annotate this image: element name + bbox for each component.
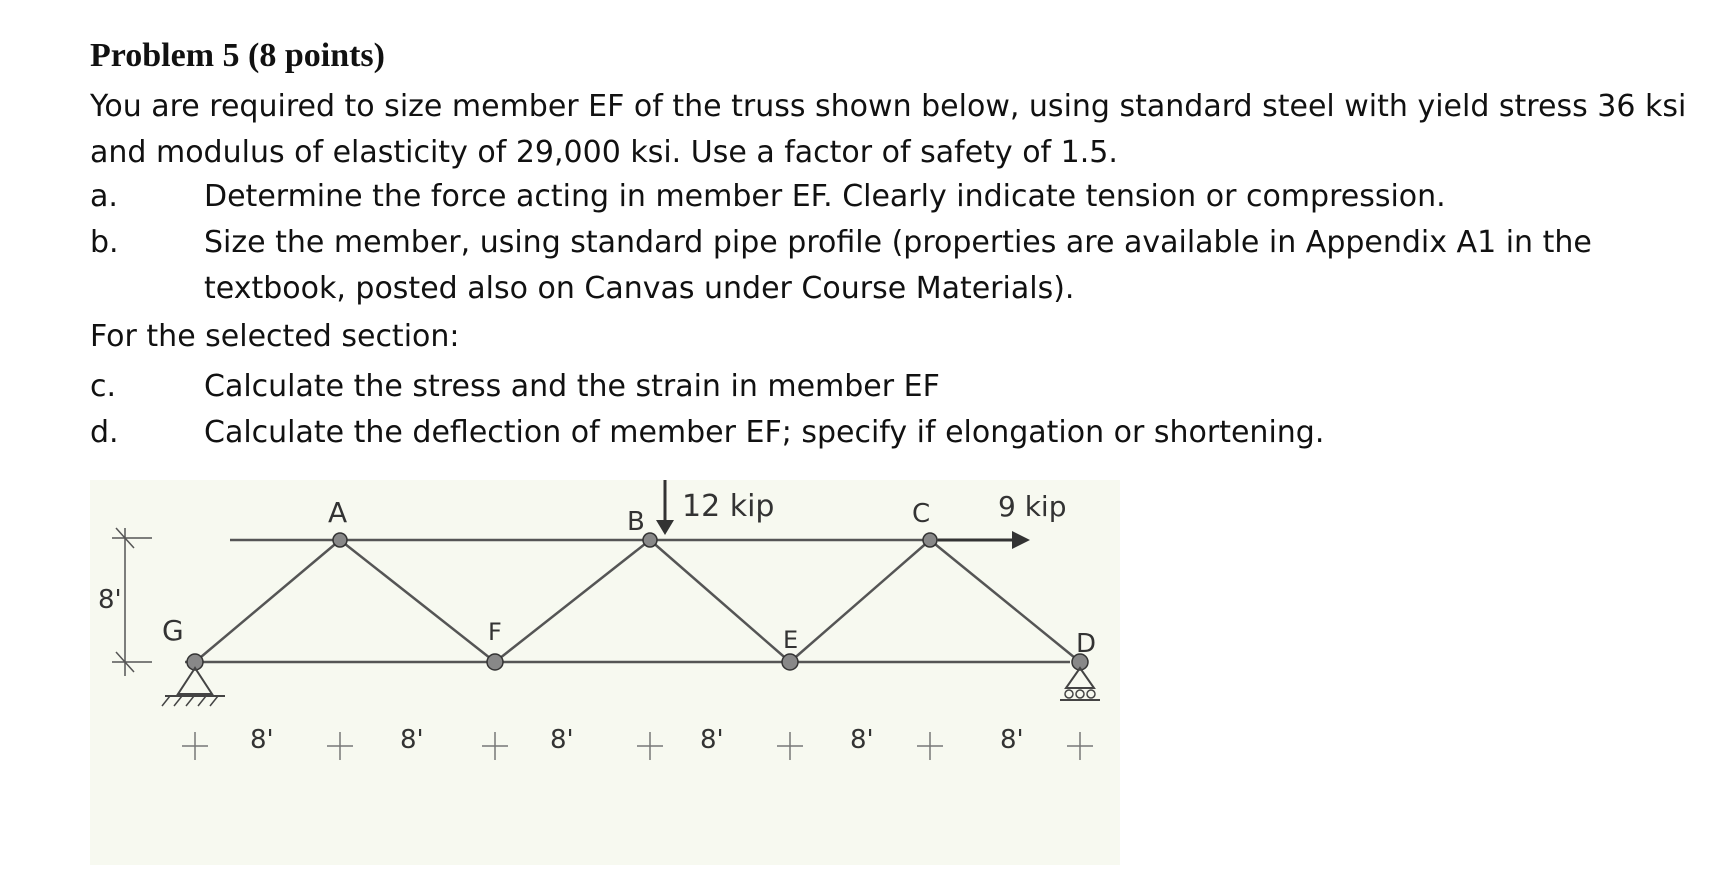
problem-intro: You are required to size member EF of the truss shown below, using standard steel with yield stress 36 ksi and modulus of elasticity of 29,000 ksi. Use a factor of safety of 1.5. [90, 89, 1687, 170]
joint-a [333, 533, 347, 547]
span-1-label: 8' [250, 725, 274, 755]
span-3-label: 8' [550, 725, 574, 755]
node-b-label: B [627, 507, 645, 537]
item-d-text: Calculate the deflection of member EF; specify if elongation or shortening. [204, 415, 1325, 450]
truss-diagram [90, 480, 1120, 865]
member-be [650, 540, 790, 662]
span-dimension-ticks [182, 732, 1093, 760]
item-a-text: Determine the force acting in member EF. Clearly indicate tension or compression. [204, 179, 1446, 214]
item-b-text: Size the member, using standard pipe profile (properties are available in Appendix A1 in the textbook, posted also on Canvas under Course Materials). [204, 225, 1592, 306]
member-af [340, 540, 495, 662]
item-c-text: Calculate the stress and the strain in member EF [204, 369, 940, 404]
node-d-label: D [1076, 629, 1097, 659]
item-d-letter: d. [90, 415, 119, 450]
problem-title: Problem 5 (8 points) [90, 37, 385, 74]
member-ec [790, 540, 930, 662]
load-12kip-label: 12 kip [682, 489, 775, 524]
node-e-label: E [783, 626, 799, 654]
member-fb [495, 540, 650, 662]
vertical-load-arrow-icon [656, 480, 674, 535]
member-cd [930, 540, 1080, 662]
span-5-label: 8' [850, 725, 874, 755]
node-a-label: A [328, 496, 348, 529]
joint-e [782, 654, 798, 670]
joint-c [923, 533, 937, 547]
span-6-label: 8' [1000, 725, 1024, 755]
item-a-letter: a. [90, 179, 118, 214]
item-c-letter: c. [90, 369, 117, 404]
truss-figure [90, 480, 1120, 865]
joint-b [643, 533, 657, 547]
span-4-label: 8' [700, 725, 724, 755]
load-9kip-label: 9 kip [998, 490, 1067, 523]
node-c-label: C [912, 499, 931, 529]
height-dimension-label: 8' [98, 585, 122, 615]
span-2-label: 8' [400, 725, 424, 755]
member-ga [195, 540, 340, 662]
horizontal-load-arrow-icon [938, 531, 1030, 549]
item-b-letter: b. [90, 225, 119, 260]
node-g-label: G [162, 614, 184, 647]
section-heading: For the selected section: [90, 319, 460, 354]
joint-f [487, 654, 503, 670]
pin-support-icon [162, 668, 225, 706]
roller-support-icon [1060, 668, 1100, 700]
node-f-label: F [488, 618, 502, 646]
